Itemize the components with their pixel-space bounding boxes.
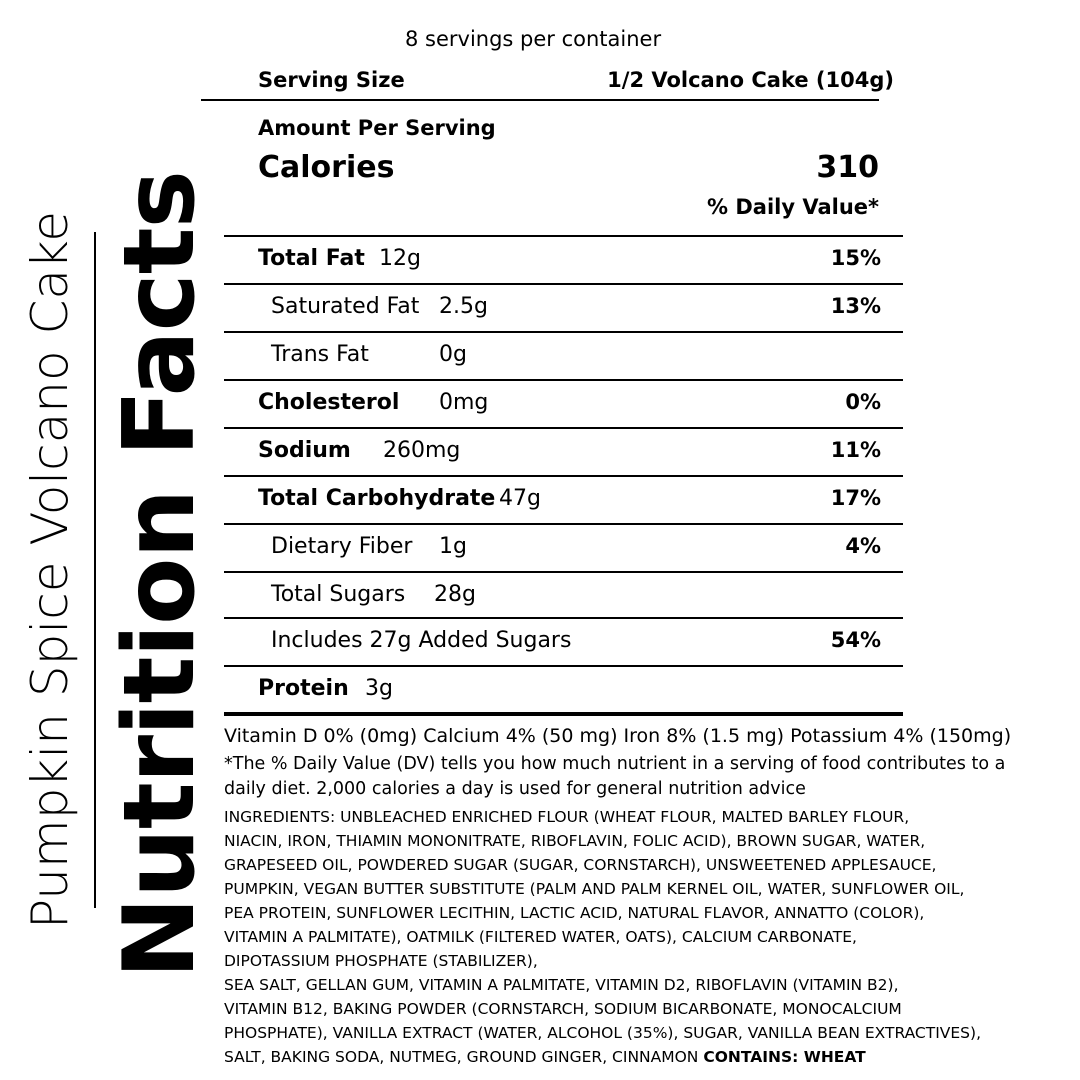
amount-per-serving: Amount Per Serving bbox=[258, 116, 496, 140]
ingredients-line: DIPOTASSIUM PHOSPHATE (STABILIZER), bbox=[224, 952, 538, 970]
nutrient-name: Total Sugars bbox=[271, 582, 406, 607]
nutrient-row-dietary-fiber bbox=[224, 523, 903, 571]
calories-value: 310 bbox=[816, 150, 879, 185]
ingredients-line: NIACIN, IRON, THIAMIN MONONITRATE, RIBOFLAVIN, FOLIC ACID), BROWN SUGAR, WATER, bbox=[224, 832, 926, 850]
nutrient-amount: 0mg bbox=[439, 390, 489, 415]
servings-per-container: 8 servings per container bbox=[405, 27, 662, 51]
nutrient-name: Saturated Fat bbox=[271, 294, 420, 319]
nutrient-row-sodium bbox=[224, 427, 903, 475]
ingredients-last-line bbox=[224, 1045, 1044, 1069]
ingredients-line: VITAMIN B12, BAKING POWDER (CORNSTARCH, SODIUM BICARBONATE, MONOCALCIUM bbox=[224, 1000, 902, 1018]
nutrient-amount: 1g bbox=[439, 534, 467, 559]
nutrient-dv: 4% bbox=[845, 534, 881, 558]
nutrient-row-saturated-fat bbox=[224, 283, 903, 331]
ingredients-line: INGREDIENTS: UNBLEACHED ENRICHED FLOUR (WHEAT FLOUR, MALTED BARLEY FLOUR, bbox=[224, 808, 910, 826]
nutrient-row-added-sugars bbox=[224, 617, 903, 665]
nutrient-name: Dietary Fiber bbox=[271, 534, 413, 559]
nutrient-row-total-carbohydrate bbox=[224, 475, 903, 523]
nutrient-row-cholesterol bbox=[224, 379, 903, 427]
nutrient-dv: 54% bbox=[830, 628, 881, 652]
nutrient-name: Sodium bbox=[258, 438, 351, 463]
serving-size-value: 1/2 Volcano Cake (104g) bbox=[607, 68, 894, 92]
side-divider bbox=[94, 232, 96, 908]
calories-label: Calories bbox=[258, 150, 395, 185]
thick-divider bbox=[224, 712, 903, 716]
nutrient-amount: 2.5g bbox=[439, 294, 488, 319]
ingredients-line: GRAPESEED OIL, POWDERED SUGAR (SUGAR, CORNSTARCH), UNSWEETENED APPLESAUCE, bbox=[224, 856, 937, 874]
nutrient-amount: 0g bbox=[439, 342, 467, 367]
ingredients-line: PHOSPHATE), VANILLA EXTRACT (WATER, ALCOHOL (35%), SUGAR, VANILLA BEAN EXTRACTIVES), bbox=[224, 1024, 981, 1042]
nutrient-name: Total Carbohydrate bbox=[258, 486, 496, 511]
nutrient-row-trans-fat bbox=[224, 331, 903, 379]
ingredients-line: SEA SALT, GELLAN GUM, VITAMIN A PALMITATE, VITAMIN D2, RIBOFLAVIN (VITAMIN B2), bbox=[224, 976, 899, 994]
nutrient-dv: 15% bbox=[830, 246, 881, 270]
serving-size-label: Serving Size bbox=[258, 68, 405, 92]
panel-title: Nutrition Facts bbox=[103, 171, 217, 979]
ingredients-list bbox=[224, 805, 1044, 1069]
nutrient-row-protein bbox=[224, 665, 903, 713]
ingredients-line: SALT, BAKING SODA, NUTMEG, GROUND GINGER, CINNAMON bbox=[224, 1048, 699, 1066]
nutrient-name: Includes 27g Added Sugars bbox=[271, 628, 572, 653]
nutrient-row-total-sugars bbox=[224, 571, 903, 619]
ingredients-line: VITAMIN A PALMITATE), OATMILK (FILTERED WATER, OATS), CALCIUM CARBONATE, bbox=[224, 928, 857, 946]
nutrient-name: Protein bbox=[258, 676, 349, 701]
ingredients-line: PEA PROTEIN, SUNFLOWER LECITHIN, LACTIC ACID, NATURAL FLAVOR, ANNATTO (COLOR), bbox=[224, 904, 925, 922]
nutrient-dv: 11% bbox=[830, 438, 881, 462]
vitamins-minerals: Vitamin D 0% (0mg) Calcium 4% (50 mg) Iron 8% (1.5 mg) Potassium 4% (150mg) bbox=[224, 725, 1012, 747]
nutrient-amount: 28g bbox=[434, 582, 476, 607]
daily-value-footnote: *The % Daily Value (DV) tells you how much nutrient in a serving of food contributes to a daily diet. 2,000 calories a day is used for general nutrition advice bbox=[224, 754, 1006, 799]
nutrient-dv: 13% bbox=[830, 294, 881, 318]
nutrient-dv: 17% bbox=[830, 486, 881, 510]
nutrient-name: Cholesterol bbox=[258, 390, 400, 415]
nutrient-row-total-fat bbox=[224, 235, 903, 283]
nutrient-amount: 47g bbox=[499, 486, 541, 511]
allergen-statement: CONTAINS: WHEAT bbox=[703, 1048, 866, 1066]
serving-divider bbox=[201, 99, 879, 101]
nutrient-amount: 260mg bbox=[383, 438, 461, 463]
nutrient-name: Total Fat bbox=[258, 246, 365, 271]
ingredients-line: PUMPKIN, VEGAN BUTTER SUBSTITUTE (PALM AND PALM KERNEL OIL, WATER, SUNFLOWER OIL, bbox=[224, 880, 965, 898]
nutrient-amount: 3g bbox=[365, 676, 393, 701]
nutrient-amount: 12g bbox=[379, 246, 421, 271]
product-name: Pumpkin Spice Volcano Cake bbox=[21, 211, 79, 929]
nutrient-dv: 0% bbox=[845, 390, 881, 414]
daily-value-header: % Daily Value* bbox=[707, 195, 879, 219]
nutrient-name: Trans Fat bbox=[271, 342, 369, 367]
